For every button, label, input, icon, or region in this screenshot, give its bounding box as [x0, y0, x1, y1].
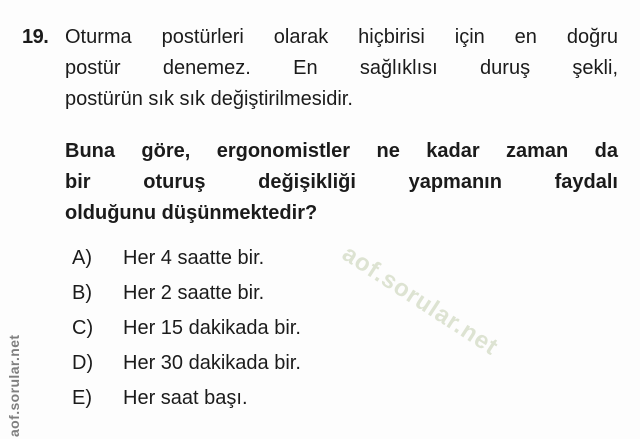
- stem-line-1: Buna göre, ergonomistler ne kadar zaman da: [65, 140, 618, 162]
- question-number: 19.: [22, 26, 49, 48]
- watermark-vertical: aof.sorular.net: [6, 334, 22, 437]
- option-c-letter: C): [72, 317, 94, 339]
- option-a-letter: A): [72, 247, 92, 269]
- question-intro-paragraph: [65, 22, 618, 115]
- option-d-letter: D): [72, 352, 94, 374]
- option-b-letter: B): [72, 282, 92, 304]
- option-e: [72, 385, 492, 420]
- option-e-letter: E): [72, 387, 92, 409]
- answer-options-list: [72, 245, 492, 420]
- intro-line-3: postürün sık sık değiştirilmesidir.: [65, 88, 353, 110]
- stem-line-2: bir oturuş değişikliği yapmanın faydalı: [65, 171, 618, 193]
- intro-line-2: postür denemez. En sağlıklısı duruş şekli,: [65, 57, 618, 79]
- intro-line-1: Oturma postürleri olarak hiçbirisi için en doğru: [65, 26, 618, 48]
- option-a-text: Her 4 saatte bir.: [123, 247, 265, 269]
- stem-line-3: olduğunu düşünmektedir?: [65, 202, 318, 224]
- option-b-text: Her 2 saatte bir.: [123, 282, 265, 304]
- watermark-diagonal: aof.sorular.net: [337, 240, 504, 361]
- option-d: [72, 350, 492, 385]
- option-a: [72, 245, 492, 280]
- option-e-text: Her saat başı.: [123, 387, 248, 409]
- question-stem: [65, 136, 618, 229]
- option-c-text: Her 15 dakikada bir.: [123, 317, 301, 339]
- option-d-text: Her 30 dakikada bir.: [123, 352, 301, 374]
